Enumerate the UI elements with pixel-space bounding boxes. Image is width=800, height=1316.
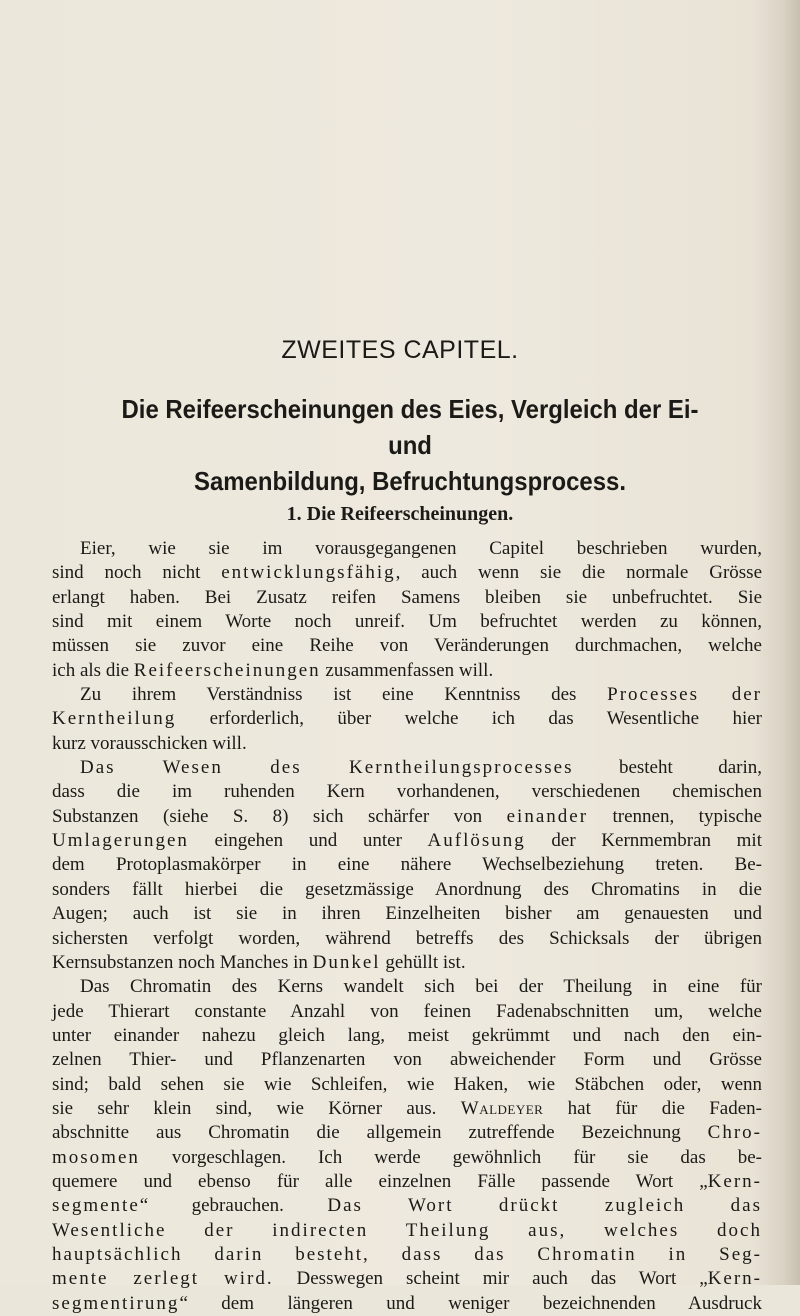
text-line: sichersten verfolgt worden, während betreffs des Schicksals der übrigen [52,927,762,949]
text-line: Umlagerungen eingehen und unter Auflösung der Kernmembran mit [52,830,762,852]
chapter-title [106,391,713,499]
text-line: segmente“ gebrauchen. Das Wort drückt zugleich das [52,1195,762,1217]
text-line: sind mit einem Worte noch unreif. Um befruchtet werden zu können, [52,611,762,633]
text-line: segmentirung“ dem längeren und weniger bezeichnenden Ausdruck [52,1292,762,1314]
text-line: sind noch nicht entwicklungsfähig, auch wenn sie die normale Grösse [52,562,762,584]
spaced-emphasis: Dunkel [312,951,381,973]
text-line: erlangt haben. Bei Zusatz reifen Samens bleiben sie unbefruchtet. Sie [52,586,762,608]
author-name: Waldeyer [460,1097,544,1119]
text-line: ich als die Reifeerscheinungen zusammenfassen will. [52,659,494,681]
spaced-emphasis: Das Wort drückt zugleich das [327,1195,762,1217]
text-line [52,1219,762,1243]
text-line: unter einander nahezu gleich lang, meist gekrümmt und nach den ein- [52,1024,762,1046]
chapter-title-line-2: Samenbildung, Befruchtungsprocess. [194,466,626,496]
text-line: sie sehr klein sind, wie Körner aus. Waldeyer hat für die Faden- [52,1097,762,1119]
spaced-emphasis: Kerntheilung [52,708,177,730]
text-line: Das Chromatin des Kerns wandelt sich bei der Theilung in eine für [80,976,762,998]
spaced-emphasis: mente zerlegt wird. [52,1268,274,1290]
spaced-emphasis: Wesentliche der indirecten Theilung aus, welches doch [52,1219,762,1241]
spaced-emphasis: segmente [52,1195,140,1217]
spaced-emphasis: Umlagerungen [52,830,189,852]
text-line: Zu ihrem Verständniss ist eine Kenntniss des Processes der [80,684,762,706]
text-line: sonders fällt hierbei die gesetzmässige Anordnung des Chromatins in die [52,878,762,900]
spaced-emphasis: segmentirung [52,1292,180,1314]
text-line: sind; bald sehen sie wie Schleifen, wie Haken, wie Stäbchen oder, wenn [52,1073,762,1095]
spaced-emphasis: Auflösung [427,830,526,852]
text-line: dem Protoplasmakörper in eine nähere Wechselbeziehung treten. Be- [52,854,762,876]
text-line: abschnitte aus Chromatin die allgemein zutreffende Bezeichnung Chro- [52,1122,762,1144]
spaced-emphasis: Processes der [607,684,762,706]
spaced-emphasis: Kern- [707,1170,762,1192]
spaced-emphasis: einander [506,805,589,827]
text-line: Das Wesen des Kerntheilungsprocesses besteht darin, [80,757,762,779]
text-line: Kernsubstanzen noch Manches in Dunkel gehüllt ist. [52,951,466,973]
text-line: müssen sie zuvor eine Reihe von Veränderungen durchmachen, welche [52,635,762,657]
text-line: Eier, wie sie im vorausgegangenen Capitel beschrieben wurden, [80,538,762,559]
spaced-emphasis: Chro- [707,1122,762,1144]
spaced-emphasis: Kern- [707,1268,762,1290]
text-line: zelnen Thier- und Pflanzenarten von abweichender Form und Grösse [52,1049,762,1071]
section-heading: 1. Die Reifeerscheinungen. [286,503,514,525]
chapter-heading: ZWEITES CAPITEL. [281,336,519,364]
spaced-emphasis: mosomen [52,1146,140,1168]
text-line: jede Thierart constante Anzahl von feinen Fadenabschnitten um, welche [52,1000,762,1022]
text-line: Augen; auch ist sie in ihren Einzelheiten bisher am genauesten und [52,903,762,925]
text-line: mosomen vorgeschlagen. Ich werde gewöhnlich für sie das be- [52,1146,762,1168]
text-line: Substanzen (siehe S. 8) sich schärfer von einander trennen, typische [52,805,762,827]
text-line [52,1243,762,1267]
text-line: quemere und ebenso für alle einzelnen Fälle passende Wort „Kern- [52,1170,762,1192]
spaced-emphasis: entwicklungsfähig [221,562,396,584]
text-line: dass die im ruhenden Kern vorhandenen, verschiedenen chemischen [52,781,762,803]
text-line: kurz vorausschicken will. [52,732,247,754]
spaced-emphasis: Das Wesen des Kerntheilungsprocesses [80,757,574,779]
body-text [52,537,762,1316]
chapter-title-line-1: Die Reifeerscheinungen des Eies, Vergleich der Ei- und [121,394,699,460]
spaced-emphasis: Reifeerscheinungen [133,659,321,681]
text-line: Kerntheilung erforderlich, über welche ich das Wesentliche hier [52,708,762,730]
text-line: mente zerlegt wird. Desswegen scheint mir auch das Wort „Kern- [52,1268,762,1290]
spaced-emphasis: hauptsächlich darin besteht, dass das Chromatin in Seg- [52,1243,762,1265]
